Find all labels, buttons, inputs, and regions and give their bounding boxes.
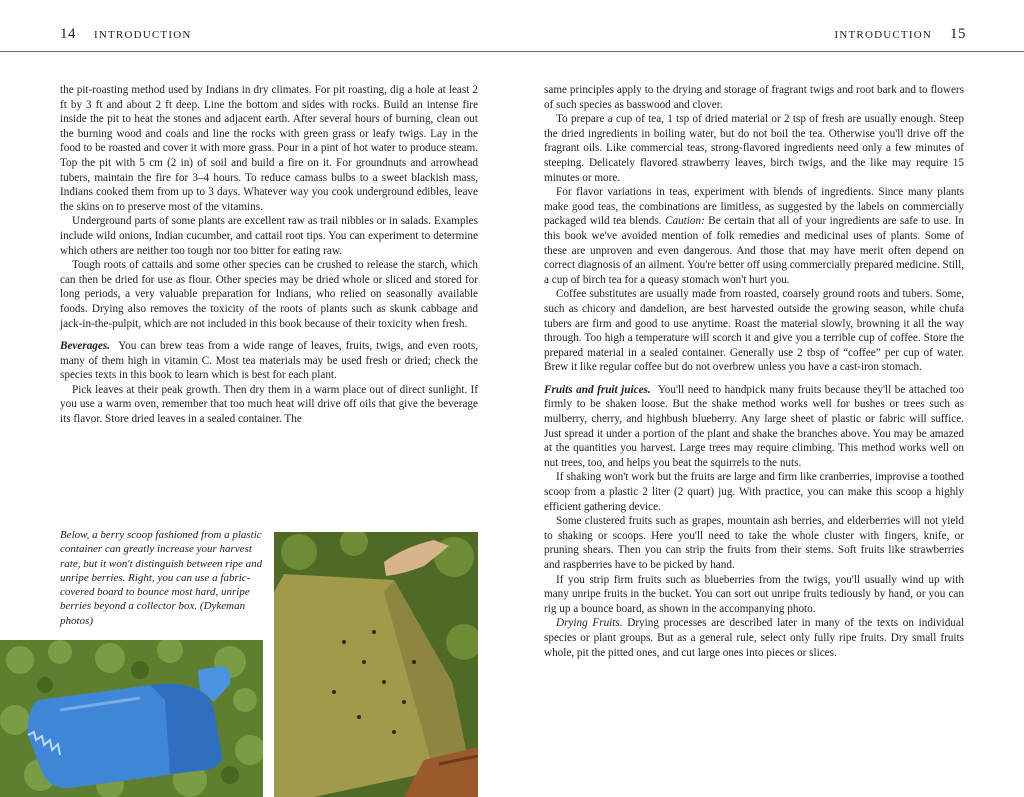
- right-page-number: 15: [950, 26, 966, 42]
- caution-paragraph: [544, 185, 964, 287]
- fruits-text: You'll need to handpick many fruits because they'll be attached too firmly to be shaken loose. But the shake method works well for bushes or trees such as mulberry, cherry, and highbush blueberry. Any large sheet of plastic or fabric will suffice. Just spread it under a portion of the plant and shake the branches above. You may be amazed at the quantities you harvest. Large trees may require climbing. This method works well on nut trees, too, and helps you beat the squirrels to the nuts.: [544, 383, 964, 469]
- paragraph: Coffee substitutes are usually made from roasted, coarsely ground roots and tubers. Some, such as chicory and dandelion, are best harvested outside the growing season, while chufa tubers are firm and good to use anytime. Roast the material slowly, browning it all the way through. Too high a temperature will scorch it and give you a terrible cup of coffee. Store the prepared material in a sealed container. Generally use 2 tbsp of “coffee” per cup of water. Brew it like regular coffee but do not overbrew unless you have a cast-iron stomach.: [544, 288, 964, 374]
- beverages-text: You can brew teas from a wide range of leaves, fruits, twigs, and even roots, many of them high in vitamin C. Most tea materials may be used fresh or dried; check the species texts in this book to learn which is best for each plant.: [60, 340, 479, 382]
- paragraph-text: Drying processes are described later in many of the texts on individual species or plant groups. But as a general rule, select only fully ripe fruits. Dry small fruits whole, pit the pitted ones, and cut large ones into pieces or slices.: [544, 617, 965, 659]
- drying-paragraph: [544, 616, 964, 660]
- header-rule: [0, 51, 1024, 52]
- right-page-header: [834, 26, 966, 43]
- left-page-number: 14: [60, 26, 76, 42]
- right-running-title: INTRODUCTION: [834, 29, 932, 41]
- photo-caption: Below, a berry scoop fashioned from a plastic container can greatly increase your harvest rate, but it won't distinguish between ripe and unripe berries. Right, you can use a fabric-covered board to bounce most hard, unripe berries beyond a collector box. (Dykeman photos): [60, 529, 263, 627]
- fruits-heading: Fruits and fruit juices.: [544, 383, 651, 396]
- paragraph: Tough roots of cattails and some other species can be crushed to release the starch, which can then be dried for use as flour. Other species may be dried whole or sliced and stored for long periods, a very valuable preparation for Indians, who relied on seasonally available foods. Drying also removes the toxicity of the roots of plants such as skunk cabbage and jack-in-the-pulpit, which are not included in this book because of their toxicity when fresh.: [60, 259, 478, 330]
- paragraph: If you strip firm fruits such as blueberries from the twigs, you'll usually wind up with many unripe fruits in the bucket. You can sort out unripe fruits tediously by hand, or you can rig up a bounce board, as shown in the accompanying photo.: [544, 573, 964, 615]
- paragraph: Some clustered fruits such as grapes, mountain ash berries, and elderberries will not yield to shaking or scoops. Here you'll need to take the whole cluster with fingers, knife, or pruning shears. Then you can strip the fruits from their stems. Soft fruits like strawberries and raspberries have to be picked by hand.: [544, 515, 964, 571]
- paragraph: same principles apply to the drying and storage of fragrant twigs and root bark and to flowers of such species as basswood and clover.: [544, 84, 964, 111]
- left-page-header: [60, 26, 192, 43]
- paragraph-text: Be certain that all of your ingredients are safe to use. In this book we've avoided mention of folk remedies and medicinal uses of plants. Some of these are unproven and even dangerous. And those that may have merit often depend on correct diagnosis of an ailment. You're better off using commercially prepared medicine. Still, a cup of birch tea for a queasy stomach won't hurt you.: [544, 215, 965, 286]
- bounce-board-photo: [274, 532, 478, 797]
- paragraph: To prepare a cup of tea, 1 tsp of dried material or 2 tsp of fresh are usually enough. Steep the dried ingredients in boiling water, but do not boil the tea. Otherwise you'll drive off the fragrant oils. Like commercial teas, strong-flavored ingredients need only a few minutes of steeping. Delicately flavored strawberry leaves, birch twigs, and the like may require 15 minutes or more.: [544, 113, 964, 184]
- left-running-title: INTRODUCTION: [94, 29, 192, 41]
- paragraph-text: For flavor variations in teas, experiment with blends of ingredients. Since many plants make good teas, the combinations are limitless, as suggested by the labels on commercially packaged wild tea blends.: [544, 186, 964, 228]
- paragraph: Underground parts of some plants are excellent raw as trail nibbles or in salads. Examples include wild onions, Indian cucumber, and cattail root tips. You can experiment to determine which others are neither too tough nor too bitter for eating raw.: [60, 215, 478, 257]
- fruits-paragraph: [544, 383, 964, 471]
- beverages-paragraph: [60, 339, 478, 383]
- paragraph: If shaking won't work but the fruits are large and firm like cranberries, improvise a toothed scoop from a plastic 2 liter (2 quart) jug. With practice, you can make this scoop a highly efficient gathering device.: [544, 471, 964, 513]
- beverages-heading: Beverages.: [60, 340, 111, 353]
- paragraph: Pick leaves at their peak growth. Then dry them in a warm place out of direct sunlight. If you use a warm oven, remember that too much heat will drive off oils that give the beverage its flavor. Store dried leaves in a sealed container. The: [60, 383, 478, 426]
- drying-label: Drying Fruits.: [556, 617, 623, 630]
- left-text-column: [60, 83, 478, 427]
- right-text-column: [544, 83, 964, 660]
- paragraph: the pit-roasting method used by Indians in dry climates. For pit roasting, dig a hole at least 2 ft by 3 ft and about 2 ft deep. Line the bottom and sides with rocks. Build an intense fire inside the pit to heat the stones and adjacent earth. After several hours of burning, clean out the burning wood and coals and line the rocks with green grass or leafy twigs. Lay in the food to be roasted and cover it with more grass. Pour in a pint of hot water to produce steam. Top the pit with 5 cm (2 in) of soil and build a fire on it. For groundnuts and arrowhead tubers, maintain the fire for 3–4 hours. To reduce camass bulbs to a sweet blackish mass, Indians cooked them from up to 3 days. Whatever way you cook underground edibles, leave the skins on to preserve most of the vitamins.: [60, 84, 478, 213]
- caution-label: Caution:: [665, 215, 705, 228]
- berry-scoop-photo: [0, 640, 263, 797]
